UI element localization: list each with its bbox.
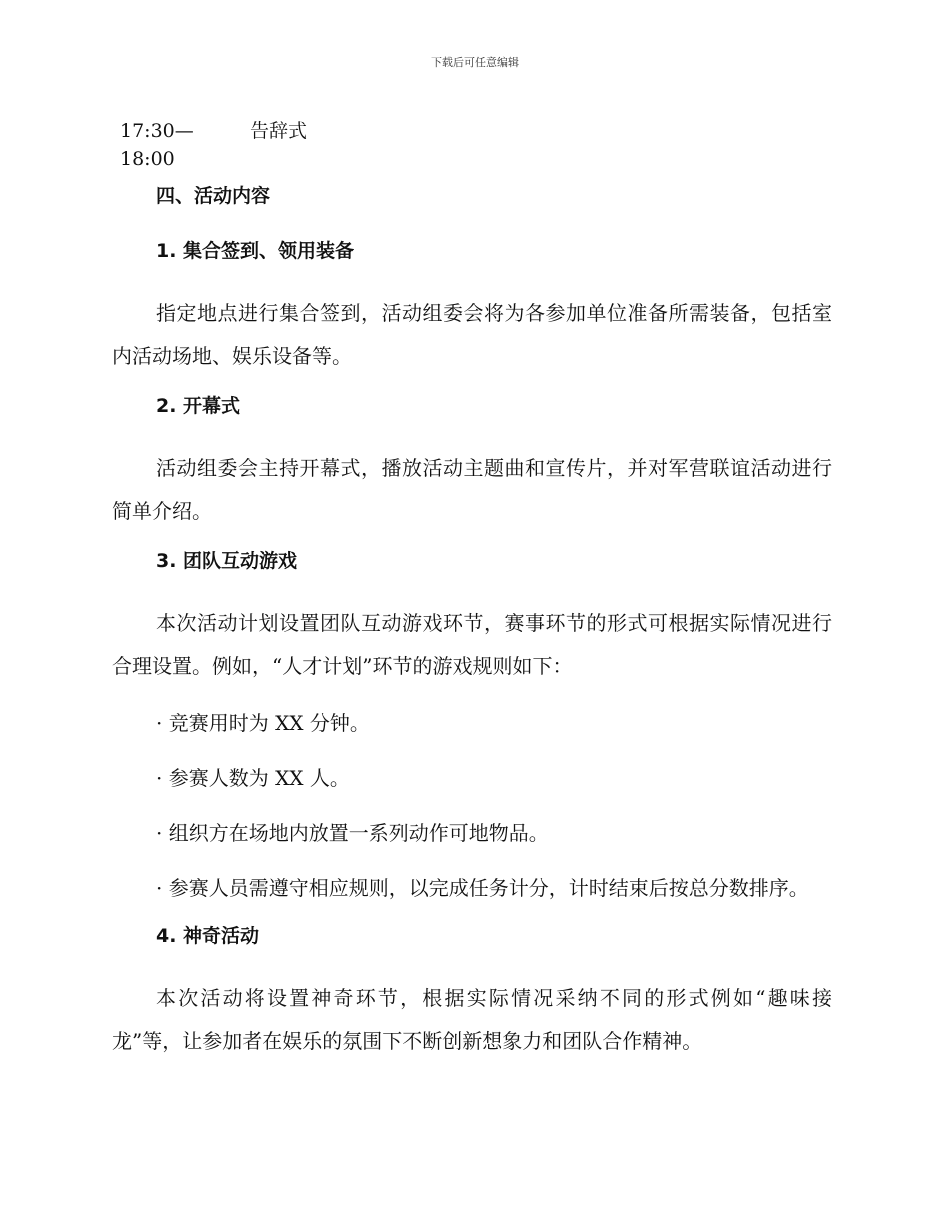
section-title: 四、活动内容 [156,185,271,207]
subsection-title-2: 2. 开幕式 [156,395,241,417]
page-header: 下载后可任意编辑 [431,56,519,69]
schedule-time-start: 17:30— [120,120,194,142]
rule-bullet: · 参赛人员需遵守相应规则，以完成任务计分，计时结束后按总分数排序。 [156,876,809,900]
subsection-title-4: 4. 神奇活动 [156,925,260,947]
schedule-event: 告辞式 [250,120,308,142]
document-body [112,182,832,1077]
rule-bullet: · 参赛人数为 XX 人。 [156,766,350,790]
rule-bullet: · 组织方在场地内放置一系列动作可地物品。 [156,821,549,845]
schedule-time [120,117,210,173]
subsection-title-3: 3. 团队互动游戏 [156,550,298,572]
subsection-body-2: 活动组委会主持开幕式，播放活动主题曲和宣传片，并对军营联谊活动进行简单介绍。 [112,456,832,523]
schedule-row [120,117,820,177]
schedule-time-end: 18:00 [120,148,175,170]
rule-bullet: · 竞赛用时为 XX 分钟。 [156,711,370,735]
subsection-title-1: 1. 集合签到、领用装备 [156,240,355,262]
subsection-body-4: 本次活动将设置神奇环节，根据实际情况采纳不同的形式例如“趣味接龙”等，让参加者在娱乐的氛围下不断创新想象力和团队合作精神。 [112,986,832,1053]
subsection-body-1: 指定地点进行集合签到，活动组委会将为各参加单位准备所需装备，包括室内活动场地、娱乐设备等。 [112,301,832,368]
subsection-body-3: 本次活动计划设置团队互动游戏环节，赛事环节的形式可根据实际情况进行合理设置。例如，“人才计划”环节的游戏规则如下： [112,611,832,678]
